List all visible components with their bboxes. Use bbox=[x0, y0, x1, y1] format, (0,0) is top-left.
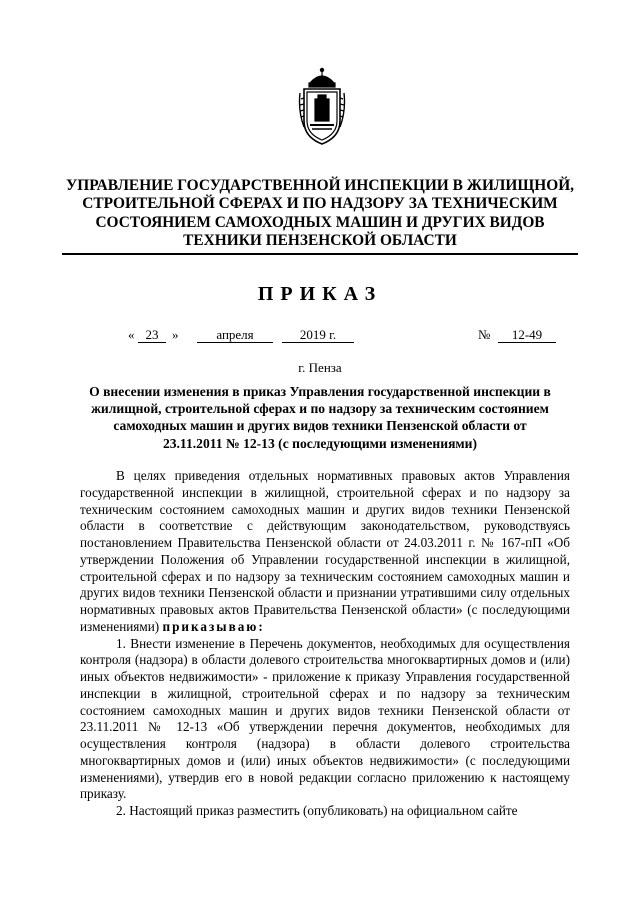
quote-close: » bbox=[172, 327, 179, 342]
header-divider bbox=[62, 253, 578, 255]
city-name: г. Пенза bbox=[298, 360, 342, 375]
organization-title: УПРАВЛЕНИЕ ГОСУДАРСТВЕННОЙ ИНСПЕКЦИИ В ЖИЛИЩНОЙ, СТРОИТЕЛЬНОЙ СФЕРАХ И ПО НАДЗОРУ ЗА ТЕХНИЧЕСКИМ СОСТОЯНИЕМ САМОХОДНЫХ МАШИН И ДРУГИХ ВИДОВ ТЕХНИКИ ПЕНЗЕНСКОЙ ОБЛАСТИ bbox=[65, 177, 575, 250]
quote-open: « bbox=[128, 327, 135, 342]
order-body bbox=[80, 468, 570, 820]
order-subject: О внесении изменения в приказ Управления государственной инспекции в жилищной, строительной сферах и по надзору за техническим состоянием самоходных машин и других видов техники Пензенской области от 23.11.2011 № 12-13 (с последующими изменениями) bbox=[89, 384, 551, 451]
order-number: 12-49 bbox=[498, 328, 556, 343]
coat-of-arms-emblem bbox=[298, 67, 346, 147]
order-year: 2019 г. bbox=[282, 328, 354, 343]
order-day: 23 bbox=[138, 328, 166, 343]
preamble-paragraph bbox=[80, 468, 570, 636]
document-type-title: ПРИКАЗ bbox=[257, 283, 383, 305]
order-month: апреля bbox=[197, 328, 273, 343]
number-sign: № bbox=[478, 327, 491, 342]
item-2-paragraph: 2. Настоящий приказ разместить (опубликовать) на официальном сайте bbox=[116, 803, 518, 818]
preamble-text: В целях приведения отдельных нормативных правовых актов Управления государственной инспекции в жилищной, строительной сферах и по надзору за техническим состоянием самоходных машин и других видов техники Пензенской области в соответствие с действующим законодательством, руководствуясь постановлением Правительства Пензенской области от 24.03.2011 г. № 167-пП «Об утверждении Положения об Управлении государственной инспекции в жилищной, строительной сферах и по надзору за техническим состоянием самоходных машин и других видов техники Пензенской области и признании утратившими силу отдельных нормативных правовых актов Правительства Пензенской области» (с последующими изменениями) bbox=[80, 468, 570, 634]
order-word: приказываю: bbox=[162, 618, 265, 634]
item-1-paragraph: 1. Внести изменение в Перечень документов, необходимых для осуществления контроля (надзора) в области долевого строительства многоквартирных домов и (или) иных объектов недвижимости» - приложение к приказу Управления государственной инспекции в жилищной, строительной сферах и по надзору за техническим состоянием самоходных машин и других видов техники Пензенской области от 23.11.2011 № 12-13 «Об утверждении перечня документов, необходимых для осуществления контроля (надзора) в области долевого строительства многоквартирных домов и (или) иных объектов недвижимости» (с последующими изменениями), утвердив его в новой редакции согласно приложению к настоящему приказу. bbox=[80, 635, 570, 802]
